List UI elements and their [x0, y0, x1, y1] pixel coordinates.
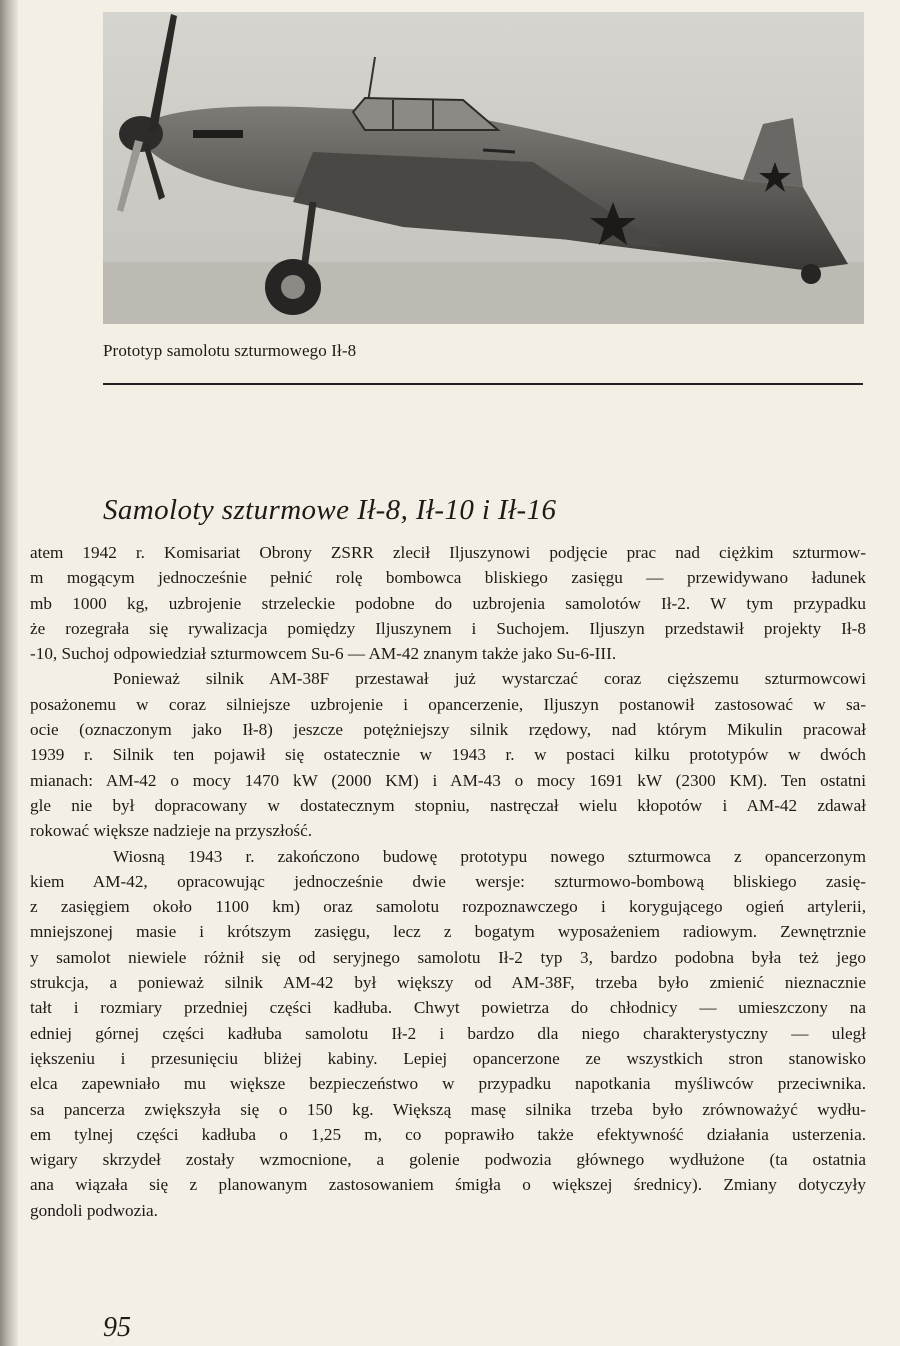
text-line: 1939 r. Silnik ten pojawił się ostatecznie w 1943 r. w postaci kilku prototypów w dwóch — [30, 745, 866, 765]
text-line: że rozegrała się rywalizacja pomiędzy Iljuszynem i Suchojem. Iljuszyn przedstawił projekty Ił-8 — [30, 618, 866, 638]
text-line: z zasięgiem około 1100 km) oraz samolotu rozpoznawczego i korygującego ogień artylerii, — [30, 897, 866, 917]
page-binding-shadow — [0, 0, 18, 1346]
section-divider — [103, 383, 863, 385]
text-line: -10, Suchoj odpowiedział szturmowcem Su-6 — AM-42 znanym także jako Su-6-III. — [30, 644, 617, 664]
text-line: mniejszonej masie i krótszym zasięgu, lecz z bogatym wyposażeniem radiowym. Zewnętrznie — [30, 922, 866, 942]
text-line: atem 1942 r. Komisariat Obrony ZSRR zlecił Iljuszynowi podjęcie prac nad ciężkim szturmow- — [30, 543, 866, 562]
text-line: gle nie był dopracowany w dostatecznym stopniu, nastręczał wielu kłopotów i AM-42 zdawał — [30, 795, 866, 815]
text-line: mianach: AM-42 o mocy 1470 kW (2000 KM) i AM-43 o mocy 1691 kW (2300 KM). Ten ostatni — [30, 770, 866, 790]
text-line: Wiosną 1943 r. zakończono budowę prototypu nowego szturmowca z opancerzonym — [113, 846, 866, 866]
photo-caption: Prototyp samolotu szturmowego Ił-8 — [103, 341, 357, 360]
text-line: m mogącym jednocześnie pełnić rolę bombowca bliskiego zasięgu — przewidywano ładunek — [30, 568, 866, 588]
article-body — [30, 540, 866, 1223]
page-number: 95 — [103, 1312, 131, 1343]
text-line: wigary skrzydeł zostały wzmocnione, a golenie podwozia głównego wydłużone (ta ostatnia — [30, 1150, 866, 1170]
text-line: tałt i rozmiary przedniej części kadłuba. Chwyt powietrza do chłodnicy — umieszczony na — [30, 998, 866, 1018]
aircraft-photo — [103, 12, 864, 324]
paragraph — [30, 844, 866, 1223]
paragraph — [30, 540, 866, 666]
text-line: elca zapewniało mu większe bezpieczeństwo w przypadku napotkania myśliwców przeciwnika. — [30, 1074, 866, 1094]
paragraph — [30, 666, 866, 843]
text-line: ocie (oznaczonym jako Ił-8) jeszcze potężniejszy silnik rzędowy, nad którym Mikulin pracował — [30, 720, 866, 740]
text-line: mb 1000 kg, uzbrojenie strzeleckie podobne do uzbrojenia samolotów Ił-2. W tym przypadku — [30, 593, 866, 613]
text-line: gondoli podwozia. — [30, 1200, 158, 1220]
text-line: rokować większe nadzieje na przyszłość. — [30, 821, 313, 841]
text-line: edniej górnej części kadłuba samolotu Ił-2 i bardzo dla niego charakterystyczny — uległ — [30, 1023, 866, 1043]
text-line: Ponieważ silnik AM-38F przestawał już wystarczać coraz cięższemu szturmowcowi — [113, 669, 866, 689]
text-line: strukcja, a ponieważ silnik AM-42 był większy od AM-38F, trzeba było zmienić nieznacznie — [30, 973, 866, 993]
text-line: kiem AM-42, opracowując jednocześnie dwie wersje: szturmowo-bombową bliskiego zasię- — [30, 871, 866, 891]
text-line: posażonemu w coraz silniejsze uzbrojenie i opancerzenie, Iljuszyn postanowił zastosować w sa- — [30, 694, 866, 714]
section-title: Samoloty szturmowe Ił-8, Ił-10 i Ił-16 — [103, 494, 557, 526]
text-line: ana wiązała się z planowanym zastosowaniem śmigła o większej średnicy). Zmiany dotyczyły — [30, 1175, 866, 1195]
text-line: y samolot niewiele różnił się od seryjnego samolotu Ił-2 typ 3, bardzo podobna była też jego — [30, 947, 866, 967]
aircraft-illustration — [103, 12, 864, 324]
text-line: em tylnej części kadłuba o 1,25 m, co poprawiło także efektywność działania usterzenia. — [30, 1124, 866, 1144]
text-line: sa pancerza zwiększyła się o 150 kg. Większą masę silnika trzeba było zrównoważyć wydłu- — [30, 1099, 866, 1119]
text-line: iększeniu i przesunięciu bliżej kabiny. Lepiej opancerzone ze wszystkich stron stanowisko — [30, 1048, 866, 1068]
